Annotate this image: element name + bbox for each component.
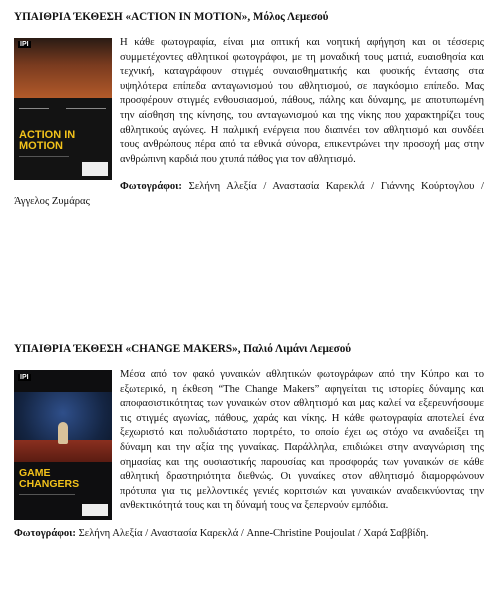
- section-description: Η κάθε φωτογραφία, είναι μια οπτική και νοητική αφήγηση και οι τέσσερις συμμετέχοντες αθλητικοί φωτογράφοι, με τη μοναδική τους ματιά, ευαισθησία και τεχνική, καταγράφουν στιγμές συναισθηματικής και φυσικής έντασης στα υψηλότερα επίπεδα ανταγωνισμού του αθλητισμού, σε παγκόσμιο επίπεδο. Μας προσφέρουν στιγμές ενθουσιασμού, πάθους, πάλης και δύναμης, με αποτυπωμένη την αίσθηση της κίνησης, του ανταγωνισμού και της νίκης που χαρακτηρίζει τους αθλητικούς αγώνες. Η παλμική ενέργεια που διαπνέει τον αθλητισμό και συνδέει τους ανθρώπους πέρα από τα εθνικά σύνορα, επικεντρώνει την προσοχή μας στην ανθρώπινη καρδιά που χτυπά πάθος για τον αθλητισμό.: [120, 37, 484, 165]
- poster-title: [19, 130, 75, 152]
- poster-athlete-figure: [58, 422, 68, 444]
- sponsor-logos: [82, 162, 108, 176]
- poster-logo: IPI: [20, 374, 29, 381]
- photographers-credits: [14, 179, 484, 209]
- exhibition-section-action-in-motion: [14, 10, 484, 209]
- photographers-label: Φωτογράφοι:: [14, 527, 76, 539]
- photographers-names: Σελήνη Αλεξία / Αναστασία Καρεκλά / Γιάννης Κούρτογλου / Άγγελος Ζυμάρας: [14, 181, 485, 208]
- poster-title-line: ACTION IN: [19, 129, 76, 141]
- section-description: Μέσα από τον φακό γυναικών αθλητικών φωτογράφων από την Κύπρο και το εξωτερικό, η έκθεση “The Change Makers” αφηγείται τις ιστορίες δύναμης και αποφασιστικότητας των γυναικών στον αθλητισμό και μας καλεί να εξερευνήσουμε τις στιγμές αγωνίας, πάθους, χαράς και νίκης. Η κάθε φωτογραφία αποτελεί ένα ξεχωριστό και πολυδιάστατο πορτρέτο, το οποίο έχει ως στόχο να αναδείξει τη δύναμη και την αξία της γυναίκας. Παράλληλα, επιδιώκει στην αναγνώριση της σημασίας και της ουσιαστικής παρουσίας και προσφοράς των γυναικών σε κάθε αθλητική δραστηριότητα διεθνώς. Οι γυναίκες στον αθλητισμό διαμορφώνουν πρότυπα για τις μελλοντικές γενιές κοριτσιών και γυναικών αναδεικνύοντας την ανθεκτικότητά τους και τη δύναμή τους να ξεπερνούν εμπόδια.: [120, 369, 484, 512]
- section-heading: ΥΠΑΙΘΡΙΑ ΈΚΘΕΣΗ «ACTION IN MOTION», Μόλος Λεμεσού: [14, 11, 329, 23]
- photographers-credits: [14, 526, 484, 541]
- poster-title: [19, 468, 79, 490]
- exhibition-poster-image: [14, 370, 112, 520]
- poster-title-line: CHANGERS: [19, 478, 80, 490]
- poster-subtitle: [19, 156, 69, 171]
- poster-title-line: MOTION: [19, 140, 63, 152]
- photographers-names: Σελήνη Αλεξία / Αναστασία Καρεκλά / Anne-Christine Poujoulat / Χαρά Σαββίδη.: [78, 527, 429, 539]
- poster-text-line: [66, 108, 106, 109]
- sponsor-logos: [82, 504, 108, 516]
- exhibition-poster-image: [14, 38, 112, 180]
- photographers-label: Φωτογράφοι:: [120, 181, 182, 193]
- poster-text-line: [19, 108, 49, 109]
- exhibition-section-change-makers: [14, 342, 484, 541]
- poster-title-line: GAME: [19, 467, 51, 479]
- poster-logo: IPI: [20, 41, 29, 48]
- section-heading: ΥΠΑΙΘΡΙΑ ΈΚΘΕΣΗ «CHANGE MAKERS», Παλιό Λιμάνι Λεμεσού: [14, 343, 352, 355]
- poster-subtitle: [19, 494, 75, 509]
